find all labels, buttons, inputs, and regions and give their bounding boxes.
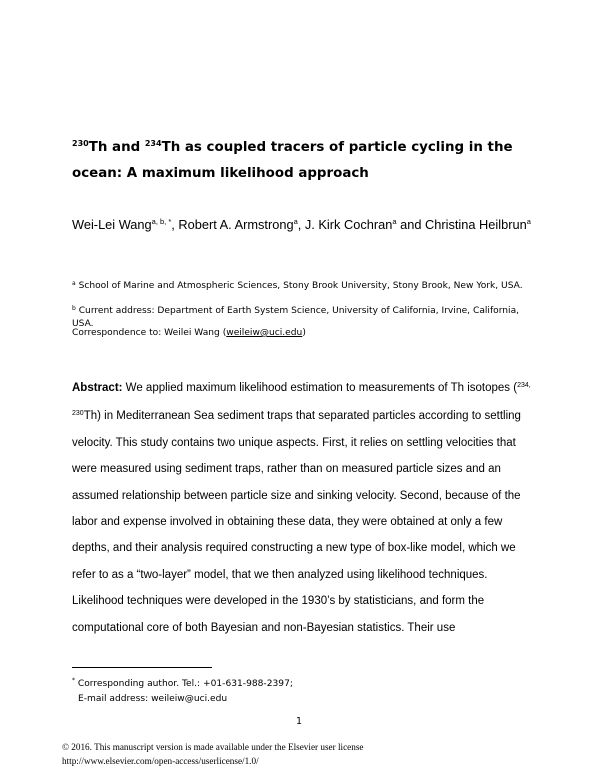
correspondence-line: Correspondence to: Weilei Wang (weileiw@uci.edu) xyxy=(72,328,306,338)
license-notice xyxy=(62,740,462,768)
footnote-line-1: * Corresponding author. Tel.: +01-631-988-2397; xyxy=(72,677,293,689)
author-name: Wei-Lei Wang xyxy=(72,217,152,232)
page-number: 1 xyxy=(296,716,303,727)
affiliation-b: $^b$ Current address: Department of Earth System Science, University of California, Irvine, California, USA. xyxy=(72,305,520,329)
correspondence-email-link[interactable]: weileiw@uci.edu xyxy=(226,328,303,338)
author-affiliation-mark: a, b, * xyxy=(151,217,172,226)
abstract-label: Abstract: xyxy=(72,382,123,394)
author-affiliation-mark: a xyxy=(392,217,397,226)
author-affiliation-mark: a xyxy=(293,217,298,226)
author-list xyxy=(72,209,542,238)
footnote-line-2: E-mail address: weileiw@uci.edu xyxy=(78,694,228,704)
author-affiliation-mark: a xyxy=(526,217,531,226)
footnote-divider xyxy=(72,667,212,668)
author-name: , J. Kirk Cochran xyxy=(297,217,393,232)
license-url[interactable]: http://www.elsevier.com/open-access/userlicense/1.0/ xyxy=(62,756,259,766)
license-line-1: © 2016. This manuscript version is made available under the Elsevier user license xyxy=(62,742,364,752)
author-name: , Robert A. Armstrong xyxy=(171,217,294,232)
footnote xyxy=(72,673,472,707)
abstract-paragraph: Abstract: We applied maximum likelihood estimation to measurements of Th isotopes ($^{234, 230}$Th) in Mediterranean Sea sediment traps that separated particles according to settling velocity. This study contains two unique aspects. First, it relies on settling velocities that were measured using sediment traps, rather than on measured particle sizes and an assumed relationship between particle size and sinking velocity. Second, because of the labor and expense involved in obtaining these data, they were obtained at only a few depths, and their analysis required constructing a new type of box-like model, which we refer to as a “two-layer” model, that we then analyzed using likelihood techniques. Likelihood techniques were developed in the 1930’s by statisticians, and form the computational core of both Bayesian and non-Bayesian statistics. Their use xyxy=(72,382,531,634)
paper-title: $^{230}$Th and $^{234}$Th as coupled tracers of particle cycling in the ocean: A maximum likelihood approach xyxy=(72,139,513,181)
affiliation-a: $^a$ School of Marine and Atmospheric Sciences, Stony Brook University, Stony Brook, New York, USA. xyxy=(72,280,523,291)
author-name: and Christina Heilbrun xyxy=(396,217,527,232)
